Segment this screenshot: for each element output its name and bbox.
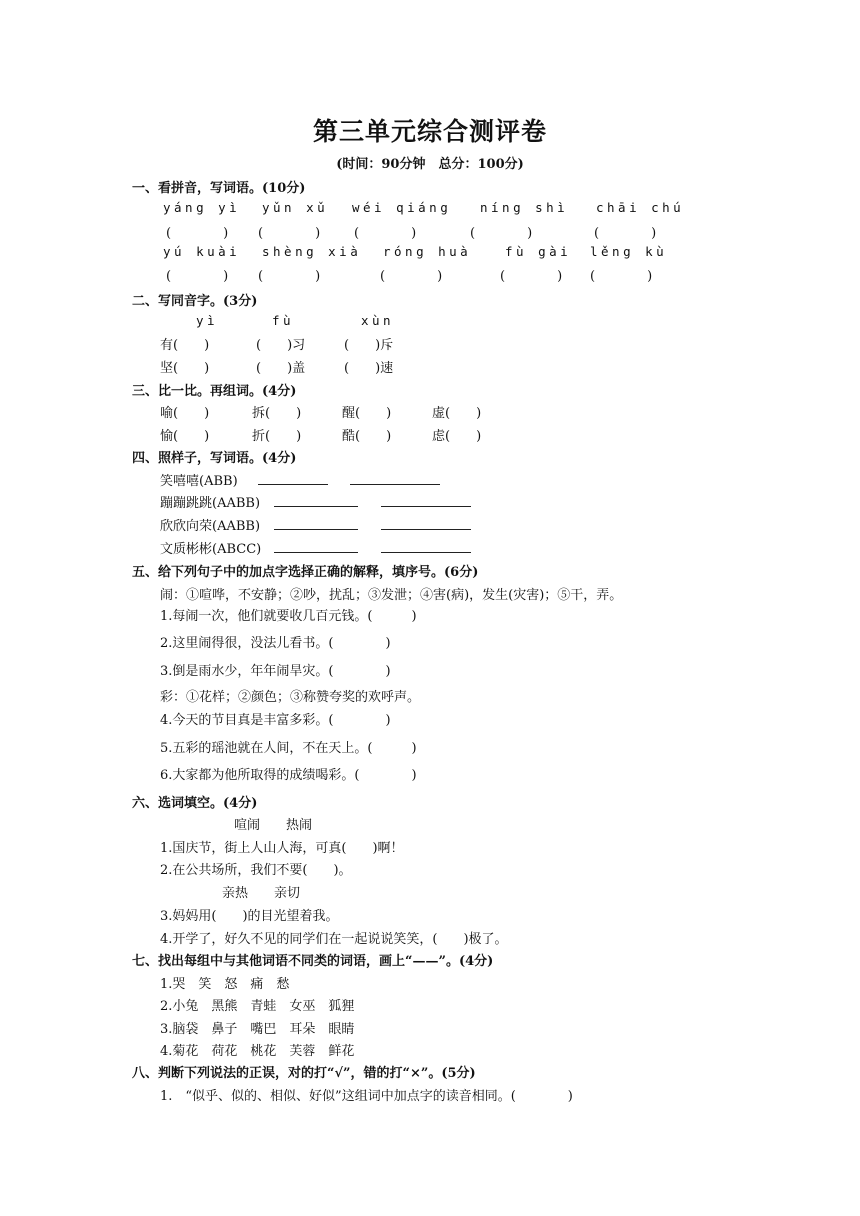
question-item[interactable]: 5.五彩的瑶池就在人间，不在天上。( )	[160, 741, 417, 756]
question-item[interactable]: 1. “似乎、似的、相似、好似”这组词中加点字的读音相同。( )	[160, 1089, 573, 1104]
pinyin-fu: fù	[272, 313, 295, 328]
compare-item[interactable]: 醒( )	[342, 406, 392, 421]
compare-item[interactable]: 拆( )	[252, 406, 302, 421]
pattern-example: 笑嘻嘻(ABB)	[160, 474, 238, 489]
pinyin-2-1: yú kuài	[163, 244, 241, 259]
section-6-heading: 六、选词填空。(4分)	[132, 796, 258, 811]
pinyin-yi: yì	[196, 313, 219, 328]
question-item[interactable]: 6.大家都为他所取得的成绩喝彩。( )	[160, 768, 417, 783]
answer-line[interactable]	[381, 518, 471, 530]
answer-blank[interactable]: ( )	[470, 226, 533, 241]
homophone-item[interactable]: ( )盖	[256, 361, 306, 376]
pinyin-1-5: chāi chú	[596, 200, 685, 215]
answer-blank[interactable]: ( )	[594, 226, 657, 241]
question-item[interactable]: 2.在公共场所，我们不要( )。	[160, 863, 352, 878]
answer-blank[interactable]: ( )	[500, 269, 563, 284]
section-4-heading: 四、照样子，写词语。(4分)	[132, 451, 297, 466]
pinyin-2-4: fù gài	[505, 244, 572, 259]
homophone-item[interactable]: 有( )	[160, 338, 210, 353]
question-item[interactable]: 2.这里闹得很，没法儿看书。( )	[160, 636, 391, 651]
question-item[interactable]: 1.国庆节，街上人山人海，可真( )啊！	[160, 841, 404, 856]
homophone-item[interactable]: 坚( )	[160, 361, 210, 376]
answer-line[interactable]	[350, 473, 440, 485]
homophone-item[interactable]: ( )速	[344, 361, 394, 376]
answer-line[interactable]	[381, 495, 471, 507]
word-choices: 亲热 亲切	[222, 886, 301, 901]
word-group[interactable]: 4.菊花 荷花 桃花 芙蓉 鲜花	[160, 1044, 355, 1059]
answer-blank[interactable]: ( )	[258, 226, 321, 241]
compare-item[interactable]: 愉( )	[160, 429, 210, 444]
homophone-item[interactable]: ( )斥	[344, 338, 394, 353]
section-2-heading: 二、写同音字。(3分)	[132, 294, 258, 309]
section-5-heading: 五、给下列句子中的加点字选择正确的解释，填序号。(6分)	[132, 565, 479, 580]
definition-nao: 闹：①喧哗，不安静；②吵，扰乱；③发泄；④害(病)，发生(灾害)；⑤干，弄。	[160, 588, 623, 603]
question-item[interactable]: 3.妈妈用( )的目光望着我。	[160, 909, 339, 924]
pinyin-xun: xùn	[361, 313, 395, 328]
page-title: 第三单元综合测评卷	[312, 117, 547, 146]
compare-item[interactable]: 虑( )	[432, 429, 482, 444]
pinyin-2-3: róng huà	[383, 244, 472, 259]
section-3-heading: 三、比一比。再组词。(4分)	[132, 384, 297, 399]
word-group[interactable]: 1.哭 笑 怒 痛 愁	[160, 977, 290, 992]
compare-item[interactable]: 虚( )	[432, 406, 482, 421]
answer-line[interactable]	[381, 541, 471, 553]
answer-blank[interactable]: ( )	[380, 269, 443, 284]
answer-blank[interactable]: ( )	[590, 269, 653, 284]
section-7-heading: 七、找出每组中与其他词语不同类的词语，画上“——”。(4分)	[132, 954, 494, 969]
pinyin-2-2: shèng xià	[262, 244, 362, 259]
pattern-example: 欣欣向荣(AABB)	[160, 519, 261, 534]
pinyin-1-2: yǔn xǔ	[262, 200, 329, 215]
pattern-example: 文质彬彬(ABCC)	[160, 542, 262, 557]
compare-item[interactable]: 酷( )	[342, 429, 392, 444]
word-group[interactable]: 3.脑袋 鼻子 嘴巴 耳朵 眼睛	[160, 1022, 355, 1037]
definition-cai: 彩：①花样；②颜色；③称赞夸奖的欢呼声。	[160, 690, 421, 705]
homophone-item[interactable]: ( )习	[256, 338, 306, 353]
pinyin-1-4: níng shì	[480, 200, 569, 215]
question-item[interactable]: 4.今天的节目真是丰富多彩。( )	[160, 713, 391, 728]
word-choices: 喧闹 热闹	[234, 818, 313, 833]
compare-item[interactable]: 喻( )	[160, 406, 210, 421]
answer-line[interactable]	[274, 518, 358, 530]
section-8-heading: 八、判断下列说法的正误，对的打“√”，错的打“×”。(5分)	[132, 1066, 476, 1081]
answer-line[interactable]	[274, 495, 358, 507]
answer-line[interactable]	[274, 541, 358, 553]
section-1-heading: 一、看拼音，写词语。(10分)	[132, 181, 306, 196]
answer-blank[interactable]: ( )	[166, 226, 229, 241]
answer-line[interactable]	[258, 473, 328, 485]
question-item[interactable]: 1.每闹一次，他们就要收几百元钱。( )	[160, 609, 417, 624]
page-subtitle: (时间：90分钟 总分：100分)	[336, 157, 524, 172]
question-item[interactable]: 4.开学了，好久不见的同学们在一起说说笑笑，( )极了。	[160, 932, 508, 947]
pinyin-1-1: yáng yì	[163, 200, 241, 215]
answer-blank[interactable]: ( )	[166, 269, 229, 284]
word-group[interactable]: 2.小兔 黑熊 青蛙 女巫 狐狸	[160, 999, 355, 1014]
question-item[interactable]: 3.倒是雨水少，年年闹旱灾。( )	[160, 664, 391, 679]
answer-blank[interactable]: ( )	[354, 226, 417, 241]
answer-blank[interactable]: ( )	[258, 269, 321, 284]
pinyin-2-5: lěng kù	[590, 244, 668, 259]
pinyin-1-3: wéi qiáng	[352, 200, 452, 215]
pattern-example: 蹦蹦跳跳(AABB)	[160, 496, 261, 511]
compare-item[interactable]: 折( )	[252, 429, 302, 444]
